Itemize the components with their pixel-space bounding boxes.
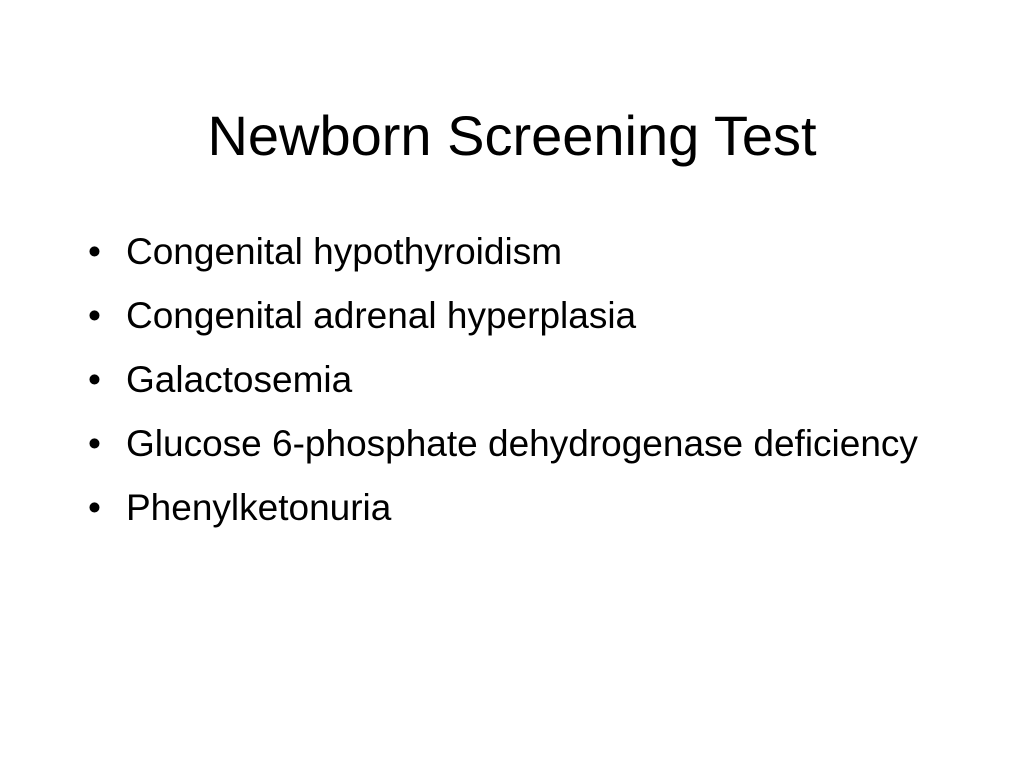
- bullet-text: Glucose 6-phosphate dehydrogenase deficiency: [126, 423, 918, 464]
- bullet-marker: •: [88, 359, 101, 400]
- bullet-marker: •: [88, 231, 101, 272]
- bullet-text: Galactosemia: [126, 359, 353, 400]
- bullet-item-congenital-adrenal-hyperplasia: [88, 290, 948, 342]
- bullet-marker: •: [88, 487, 101, 528]
- bullet-text: Phenylketonuria: [126, 487, 392, 528]
- bullet-text: Congenital adrenal hyperplasia: [126, 295, 637, 336]
- bullet-item-congenital-hypothyroidism: [88, 226, 948, 278]
- bullet-item-galactosemia: [88, 354, 948, 406]
- bullet-item-g6pd-deficiency: [88, 418, 948, 470]
- bullet-list: [88, 226, 948, 546]
- bullet-item-phenylketonuria: [88, 482, 948, 534]
- bullet-marker: •: [88, 295, 101, 336]
- bullet-marker: •: [88, 423, 101, 464]
- slide-title: Newborn Screening Test: [207, 104, 817, 167]
- bullet-text: Congenital hypothyroidism: [126, 231, 563, 272]
